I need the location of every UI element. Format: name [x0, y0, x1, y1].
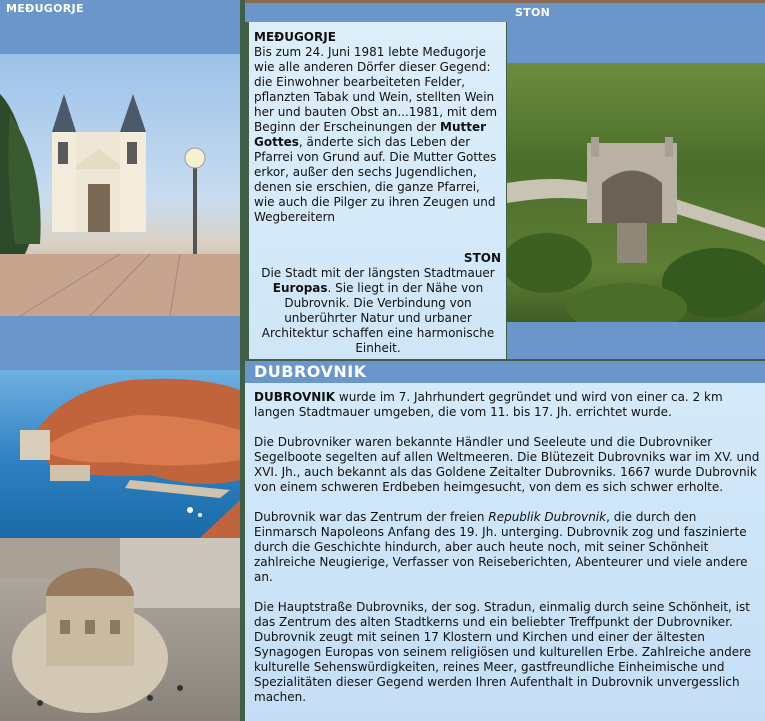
medjugorje-ston-info-box	[249, 22, 506, 359]
dubrovnik-bold: DUBROVNIK	[254, 390, 336, 404]
europas-bold: Europas	[272, 281, 328, 295]
dubrovnik-old-town-photo	[0, 370, 240, 538]
dubrovnik-description	[254, 390, 760, 720]
dubrovnik-old-town-illustration	[0, 370, 240, 538]
ston-text-part2: . Sie liegt in der Nähe von Dubrovnik. Die Verbindung von unberührter Natur und urbaner Architektur schaffen eine harmonische Einheit.	[261, 281, 495, 355]
onofrio-fountain-photo	[0, 538, 240, 721]
ston-wall-illustration	[507, 63, 765, 322]
medjugorje-text-part2: , änderte sich das Leben der Pfarrei von Grund auf. Die Mutter Gottes erkor, außer den sechs Jugendlichen, denen sie erschien, die ganze Pfarrei, wie auch die Pilger zu ihren Zeugen und Wegbereitern	[254, 135, 497, 224]
dubrovnik-paragraph-1	[254, 390, 760, 420]
dubrovnik-paragraph-4: Die Hauptstraße Dubrovniks, der sog. Stradun, einmalig durch seine Schönheit, ist das Zentrum des alten Stadtkerns und ein beliebter Treffpunkt der Dubrovniker. Dubrovnik zeugt mit seinen 17 Klostern und Kirchen und einer der ältesten Synagogen Europas von seinem religiösen und kulturellen Erbe. Zahlreiche andere kulturelle Sehenswürdigkeiten, reines Meer, gastfreundliche Einheimische und Spezialitäten dieser Gegend werden Ihren Aufenthalt in Dubrovnik unvergesslich machen.	[254, 600, 752, 704]
medjugorje-label: MEĐUGORJE	[6, 2, 84, 15]
dubrovnik-paragraph-3	[254, 510, 760, 585]
ston-city-wall-photo	[507, 63, 765, 322]
dubrovnik-info-box	[245, 383, 765, 721]
medjugorje-description	[254, 30, 504, 225]
ston-body	[255, 266, 501, 356]
ston-text-part1: Die Stadt mit der längsten Stadtmauer	[261, 266, 495, 280]
ston-label: STON	[515, 6, 551, 19]
fountain-illustration	[0, 538, 240, 721]
ston-photo-top-bar	[507, 22, 765, 63]
dubrovnik-paragraph-1-text: wurde im 7. Jahrhundert gegründet und wird von einer ca. 2 km langen Stadtmauer umgeben, die vom 11. bis 17. Jh. errichtet wurde.	[254, 390, 723, 419]
dubrovnik-paragraph-2: Die Dubrovniker waren bekannte Händler und Seeleute und die Dubrovniker Segelboote segelten auf allen Weltmeeren. Die Blütezeit Dubrovniks war im XV. und XVI. Jh., auch bekannt als das Goldene Zeitalter Dubrovniks. 1667 wurde Dubrovnik von einem schweren Erdbeben heimgesucht, von dem es sich schwer erholte.	[254, 435, 760, 494]
medjugorje-heading: MEĐUGORJE	[254, 30, 336, 44]
ston-photo-bottom-bar	[507, 322, 765, 359]
dubrovnik-paragraph-3-part2: , die durch den Einmarsch Napoleons Anfang des 19. Jh. unterging. Dubrovnik zog und faszinierte durch die Geschichte hindurch, aber auch heute noch, mit seiner Schönheit zahlreiche Neugierige, Verfasser von Reiseberichten, Abenteurer und viele andere an.	[254, 510, 748, 584]
ston-label-bar	[245, 3, 765, 22]
medjugorje-church-photo	[0, 54, 240, 316]
medjugorje-text-part1: Bis zum 24. Juni 1981 lebte Međugorje wie alle anderen Dörfer dieser Gegend: die Einwohner bearbeiteten Felder, pflanzten Tabak und Wein, stellten Wein her und bauten Obst an...1981, mit dem Beginn der Erscheinungen der	[254, 45, 498, 134]
dubrovnik-paragraph-3-part1: Dubrovnik war das Zentrum der freien	[254, 510, 489, 524]
ston-heading: STON	[463, 251, 501, 265]
dubrovnik-title: DUBROVNIK	[254, 362, 367, 381]
ston-description	[255, 251, 501, 356]
mutter-gottes-bold: Mutter Gottes	[254, 120, 487, 149]
medjugorje-church-illustration	[0, 54, 240, 316]
republik-dubrovnik-italic: Republik Dubrovnik	[488, 510, 607, 524]
